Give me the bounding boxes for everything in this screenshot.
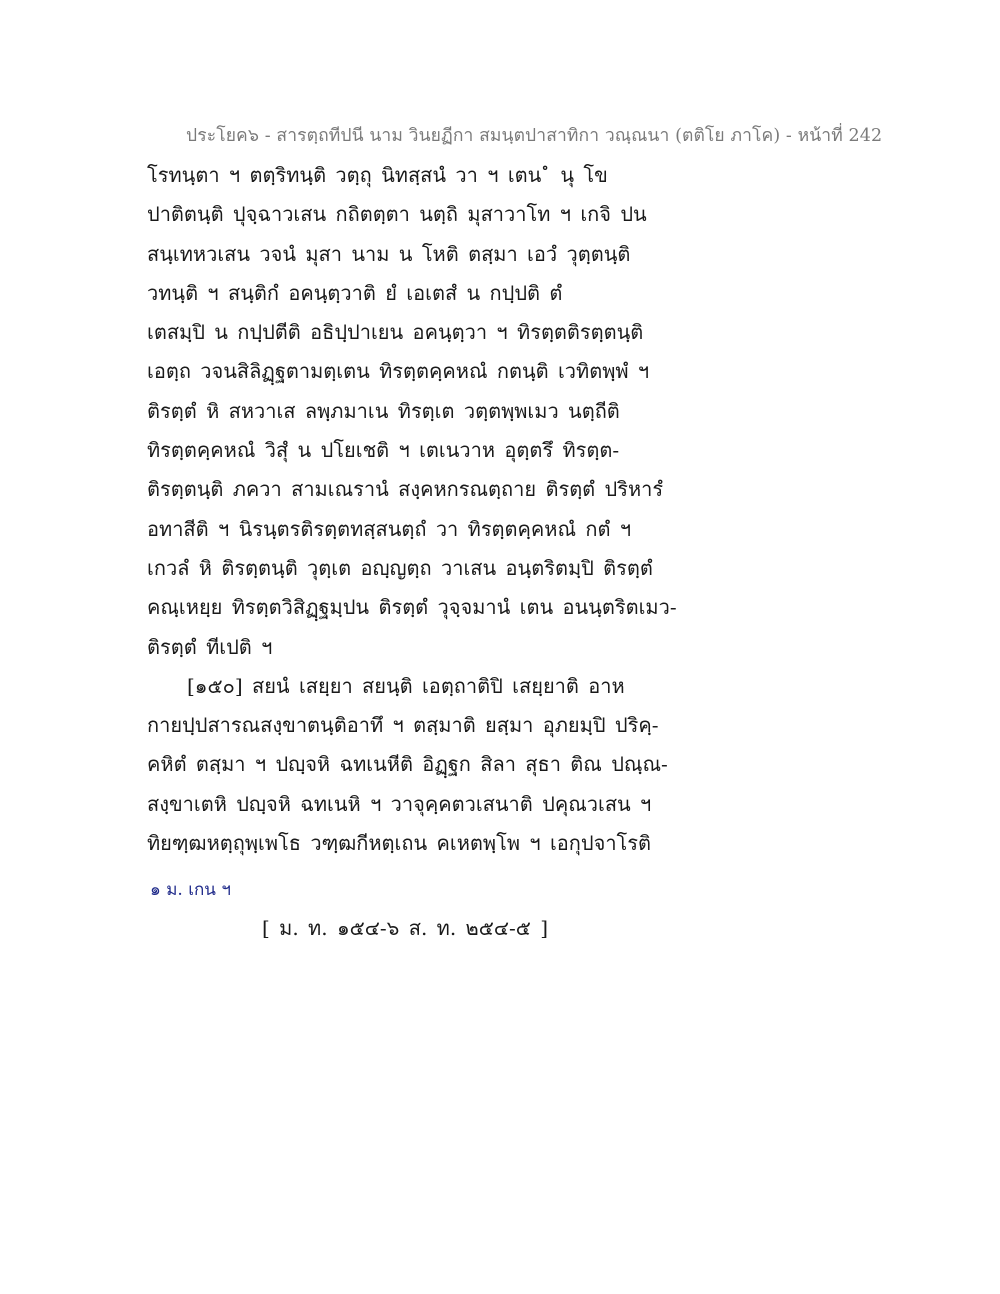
- body-text: [147, 156, 677, 863]
- text-line: ปาติตนฺติ ปุจฺฉาวเสน กถิตตฺตา นตฺถิ มุสาวาโท ฯ เกจิ ปน: [147, 202, 647, 227]
- text-line: ทิยฑฺฒหตฺถุพฺเพโธ วฑฺฒกีหตฺเถน คเหตพฺโพ ฯ เอกุปจาโรติ: [147, 831, 652, 856]
- footnote: ๑ ม. เกน ฯ: [150, 880, 231, 900]
- page-reference: [ ม. ท. ๑๕๔-๖ ส. ท. ๒๕๔-๕ ]: [262, 916, 549, 940]
- text-line: คณฺเหยฺย ทิรตฺตวิสิฏฺฐมฺปน ติรตฺตํ วุจฺจมานํ เตน อนนฺตริตเมว-: [147, 595, 677, 620]
- text-line: เตสมฺปิ น กปฺปตีติ อธิปฺปาเยน อคนฺตฺวา ฯ ทิรตฺตติรตฺตนฺติ: [147, 320, 644, 345]
- text-line: โรทนฺตา ฯ ตตฺริทนฺติ วตฺถุ นิทสฺสนํ วา ฯ เตน ํ นุ โข: [147, 163, 608, 187]
- text-line: สงฺขาเตหิ ปญฺจหิ ฉทเนหิ ฯ วาจุคฺคตวเสนาติ ปคุณวเสน ฯ: [147, 791, 652, 816]
- text-line: ติรตฺตํ หิ สหวาเส ลพฺภมาเน ทิรตฺเต วตฺตพฺพเมว นตฺถีติ: [147, 398, 620, 423]
- text-line: สนฺเทหวเสน วจนํ มุสา นาม น โหติ ตสฺมา เอวํ วุตฺตนฺติ: [147, 241, 631, 266]
- text-line: ทิรตฺตคฺคหณํ วิสุํ น ปโยเชติ ฯ เตเนวาห อุตฺตรึ ทิรตฺต-: [147, 438, 620, 463]
- text-line: ติรตฺตํ ทีเปติ ฯ: [147, 634, 273, 659]
- text-line: วทนฺติ ฯ สนฺติกํ อคนฺตฺวาติ ยํ เอเตสํ น กปฺปติ ตํ: [147, 280, 563, 305]
- text-line: กายปฺปสารณสงฺขาตนฺติอาทึ ฯ ตสฺมาติ ยสฺมา อุภยมฺปิ ปริคฺ-: [147, 713, 659, 738]
- text-line: อทาสีติ ฯ นิรนฺตรติรตฺตทสฺสนตฺถํ วา ทิรตฺตคฺคหณํ กตํ ฯ: [147, 516, 632, 541]
- paragraph-start-line: [๑๕๐] สยนํ เสยฺยา สยนฺติ เอตฺถาติปิ เสยฺยาติ อาห: [187, 673, 625, 698]
- text-line: เกวลํ หิ ติรตฺตนฺติ วุตฺเต อญฺญตฺถ วาเสน อนฺตริตมฺปิ ติรตฺตํ: [147, 555, 653, 580]
- text-line: เอตฺถ วจนสิลิฏฺฐตามตฺเตน ทิรตฺตคฺคหณํ กตนฺติ เวทิตพฺพํ ฯ: [147, 359, 650, 384]
- text-line: คหิตํ ตสฺมา ฯ ปญฺจหิ ฉทเนหีติ อิฏฺฐก สิลา สุธา ติณ ปณฺณ-: [147, 752, 668, 777]
- text-line: ติรตฺตนฺติ ภควา สามเณรานํ สงฺคหกรณตฺถาย ติรตฺตํ ปริหารํ: [147, 477, 664, 502]
- page-header: ประโยค๖ - สารตฺถทีปนี นาม วินยฏีกา สมนฺตปาสาทิกา วณฺณนา (ตติโย ภาโค) - หน้าที่ 242: [186, 126, 883, 146]
